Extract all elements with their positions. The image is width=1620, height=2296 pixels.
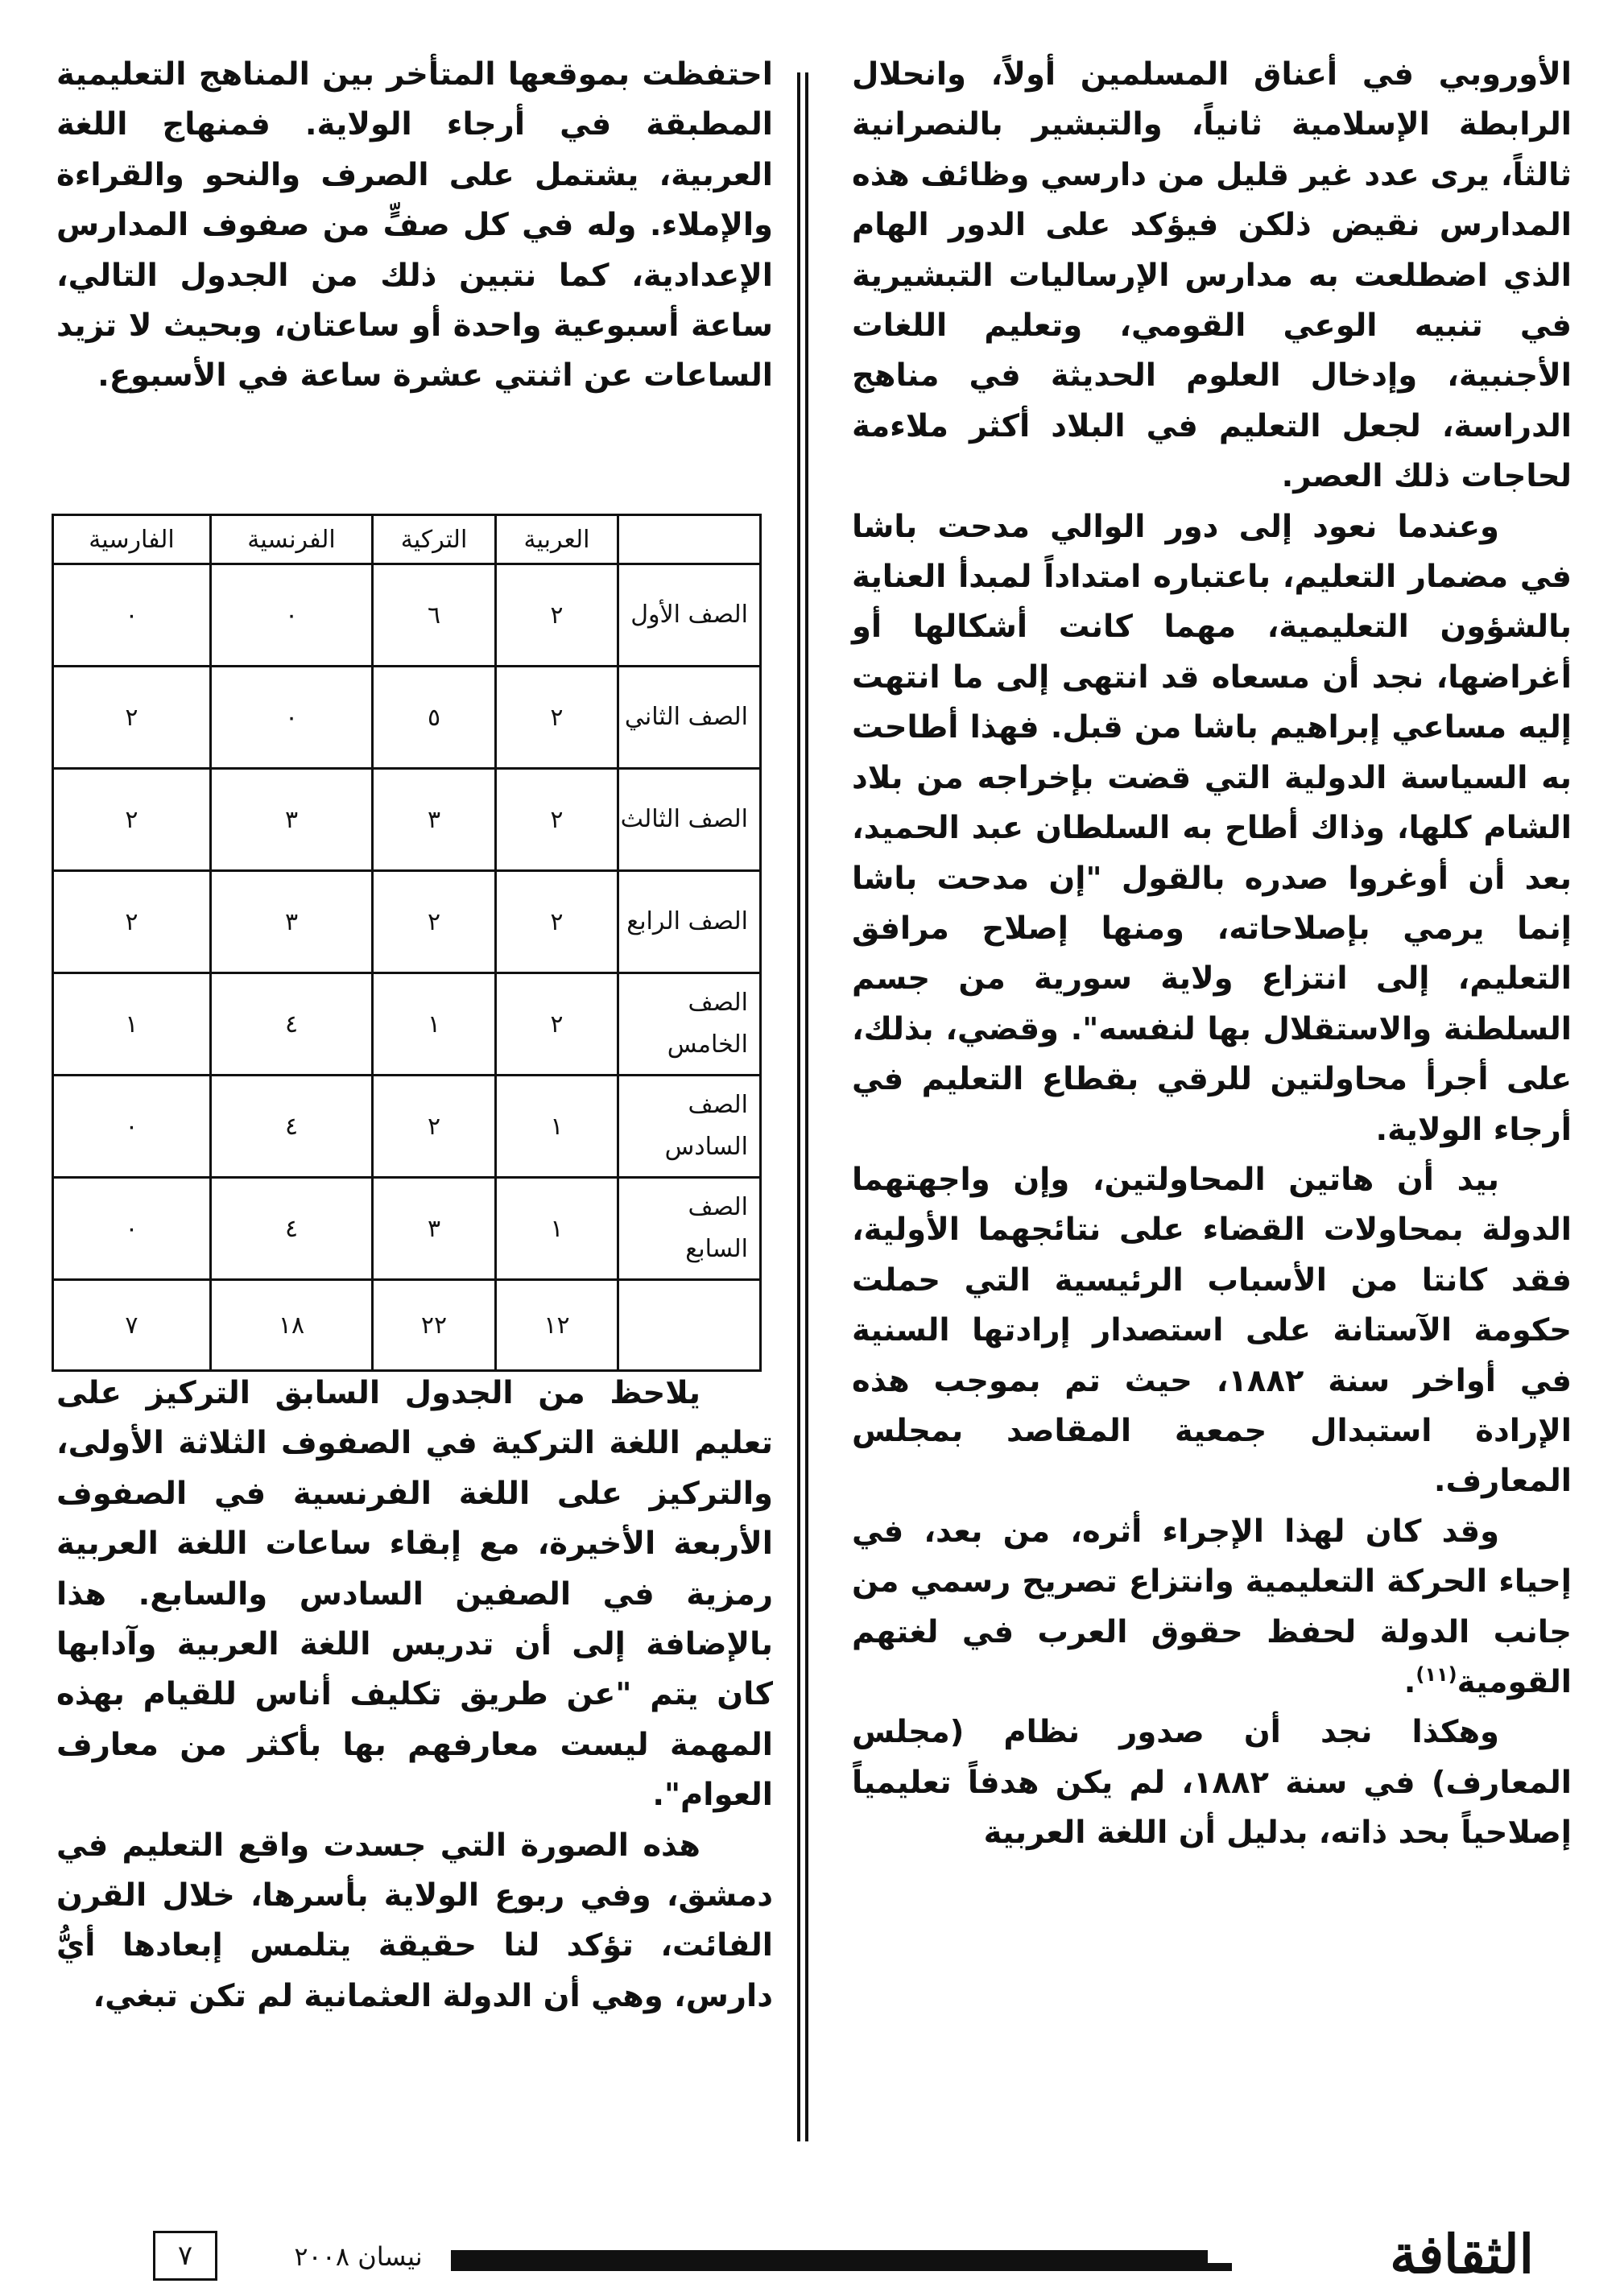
- left-text-column-bottom: [56, 1369, 773, 2021]
- total-cell: ٧: [53, 1280, 211, 1371]
- left-text-column-top: [56, 50, 773, 402]
- table-row: [53, 1076, 761, 1178]
- paragraph-end: .: [1403, 1664, 1416, 1700]
- column-divider: [797, 72, 808, 2141]
- table-cell: ٠: [210, 564, 372, 667]
- total-cell: ١٢: [495, 1280, 618, 1371]
- weekly-hours-table: [52, 514, 762, 1372]
- table-cell: ٢: [495, 564, 618, 667]
- totals-label-cell: [618, 1280, 761, 1371]
- table-cell: ٢: [53, 667, 211, 769]
- table-cell: ٤: [210, 973, 372, 1076]
- table-row: [53, 769, 761, 871]
- table-cell: ٢: [495, 973, 618, 1076]
- paragraph: احتفظت بموقعها المتأخر بين المناهج التعليمية المطبقة في أرجاء الولاية. فمنهاج اللغة العربية، يشتمل على الصرف والنحو والقراءة والإملاء. وله في كل صفٍّ من صفوف المدارس الإعدادية، كما نتبين ذلك من الجدول التالي، ساعة أسبوعية واحدة أو ساعتان، وبحيث لا تزيد الساعات عن اثنتي عشرة ساعة في الأسبوع.: [56, 56, 773, 394]
- table-row: [53, 564, 761, 667]
- table-header-cell: التركية: [373, 515, 496, 564]
- table-cell: ٢: [373, 871, 496, 973]
- footer-bar: [451, 2250, 1208, 2271]
- table-cell: ٠: [53, 1178, 211, 1280]
- row-label: الصف الثاني: [618, 667, 761, 769]
- table-cell: ٣: [210, 769, 372, 871]
- table-header-cell: الفارسية: [53, 515, 211, 564]
- table-header-cell: العربية: [495, 515, 618, 564]
- row-label: الصف الرابع: [618, 871, 761, 973]
- table-cell: ٢: [495, 871, 618, 973]
- table-row: [53, 871, 761, 973]
- logo-rule: [1208, 2263, 1232, 2271]
- paragraph-text: وقد كان لهذا الإجراء أثره، من بعد، في إحياء الحركة التعليمية وانتزاع تصريح رسمي من جانب الدولة لحفظ حقوق العرب في لغتهم القومية: [852, 1513, 1572, 1700]
- table-row: [53, 973, 761, 1076]
- row-label: الصف الثالث: [618, 769, 761, 871]
- table-cell: ٤: [210, 1076, 372, 1178]
- table-cell: ٠: [210, 667, 372, 769]
- table-header-cell: [618, 515, 761, 564]
- page-footer: [161, 2218, 1534, 2290]
- table-cell: ٠: [53, 564, 211, 667]
- footnote-reference: (١١): [1415, 1663, 1457, 1687]
- table-cell: ٣: [373, 769, 496, 871]
- paragraph: وهكذا نجد أن صدور نظام (مجلس المعارف) في سنة ١٨٨٢، لم يكن هدفاً تعليمياً إصلاحياً بحد ذاته، بدليل أن اللغة العربية: [852, 1714, 1572, 1852]
- table-cell: ٦: [373, 564, 496, 667]
- total-cell: ١٨: [210, 1280, 372, 1371]
- row-label: الصف السابع: [618, 1178, 761, 1280]
- table-cell: ٢: [53, 769, 211, 871]
- issue-date: نيسان ٢٠٠٨: [294, 2241, 423, 2272]
- table-cell: ٢: [495, 667, 618, 769]
- table-cell: ٠: [53, 1076, 211, 1178]
- table-cell: ٢: [53, 871, 211, 973]
- paragraph: يلاحظ من الجدول السابق التركيز على تعليم اللغة التركية في الصفوف الثلاثة الأولى، والتركيز على اللغة الفرنسية في الصفوف الأربعة الأخيرة، مع إبقاء ساعات اللغة العربية رمزية في الصفين السادس والسابع. هذا بالإضافة إلى أن تدريس اللغة العربية وآدابها كان يتم "عن طريق تكليف أناس للقيام بهذه المهمة ليست معارفهم بها بأكثر من معارف العوام".: [56, 1375, 773, 1814]
- table-cell: ٥: [373, 667, 496, 769]
- table-header-cell: الفرنسية: [210, 515, 372, 564]
- right-text-column: [852, 50, 1572, 1859]
- row-label: الصف الخامس: [618, 973, 761, 1076]
- table-cell: ٤: [210, 1178, 372, 1280]
- table-row: [53, 1178, 761, 1280]
- table-cell: ١: [495, 1076, 618, 1178]
- paragraph: بيد أن هاتين المحاولتين، وإن واجهتهما الدولة بمحاولات القضاء على نتائجهما الأولية، فقد كانتا من الأسباب الرئيسية التي حملت حكومة الآستانة على استصدار إرادتها السنية في أواخر سنة ١٨٨٢، حيث تم بموجب هذه الإرادة استبدال جمعية المقاصد بمجلس المعارف.: [852, 1161, 1572, 1500]
- paragraph: الأوروبي في أعناق المسلمين أولاً، وانحلال الرابطة الإسلامية ثانياً، والتبشير بالنصرانية ثالثاً، يرى عدد غير قليل من دارسي وظائف هذه المدارس نقيض ذلكن فيؤكد على الدور الهام الذي اضطلعت به مدارس الإرساليات التبشيرية في تنبيه الوعي القومي، وتعليم اللغات الأجنبية، وإدخال العلوم الحديثة في مناهج الدراسة، لجعل التعليم في البلاد أكثر ملاءمة لحاجات ذلك العصر.: [852, 56, 1572, 495]
- row-label: الصف الأول: [618, 564, 761, 667]
- paragraph: وعندما نعود إلى دور الوالي مدحت باشا في مضمار التعليم، باعتباره امتداداً لمبدأ العناية بالشؤون التعليمية، مهما كانت أشكالها أو أغراضها، نجد أن مسعاه قد انتهى إلى ما انتهت إليه مساعي إبراهيم باشا من قبل. فهذا أطاحت به السياسة الدولية التي قضت بإخراجه من بلاد الشام كلها، وذاك أطاح به السلطان عبد الحميد، بعد أن أوغروا صدره بالقول "إن مدحت باشا إنما يرمي بإصلاحاته، ومنها إصلاح مرافق التعليم، إلى انتزاع ولاية سورية من جسم السلطنة والاستقلال بها لنفسه". وقضي، بذلك، على أجرأ محاولتين للرقي بقطاع التعليم في أرجاء الولاية.: [852, 508, 1572, 1148]
- row-label: الصف السادس: [618, 1076, 761, 1178]
- table-cell: ١: [495, 1178, 618, 1280]
- table-cell: ١: [53, 973, 211, 1076]
- total-cell: ٢٢: [373, 1280, 496, 1371]
- table-cell: ١: [373, 973, 496, 1076]
- table-header-row: [53, 515, 761, 564]
- table-cell: ٢: [495, 769, 618, 871]
- table-cell: ٣: [210, 871, 372, 973]
- table-row: [53, 667, 761, 769]
- magazine-logo: الثقافة: [1390, 2223, 1534, 2286]
- table-cell: ٣: [373, 1178, 496, 1280]
- paragraph: هذه الصورة التي جسدت واقع التعليم في دمشق، وفي ربوع الولاية بأسرها، خلال القرن الفائت، تؤكد لنا حقيقة يتلمس إبعادها أيُّ دارس، وهي أن الدولة العثمانية لم تكن تبغي،: [56, 1827, 773, 2014]
- totals-row: [53, 1280, 761, 1371]
- table-cell: ٢: [373, 1076, 496, 1178]
- page-number: ٧: [153, 2231, 217, 2281]
- paragraph-with-footnote: [852, 1507, 1572, 1708]
